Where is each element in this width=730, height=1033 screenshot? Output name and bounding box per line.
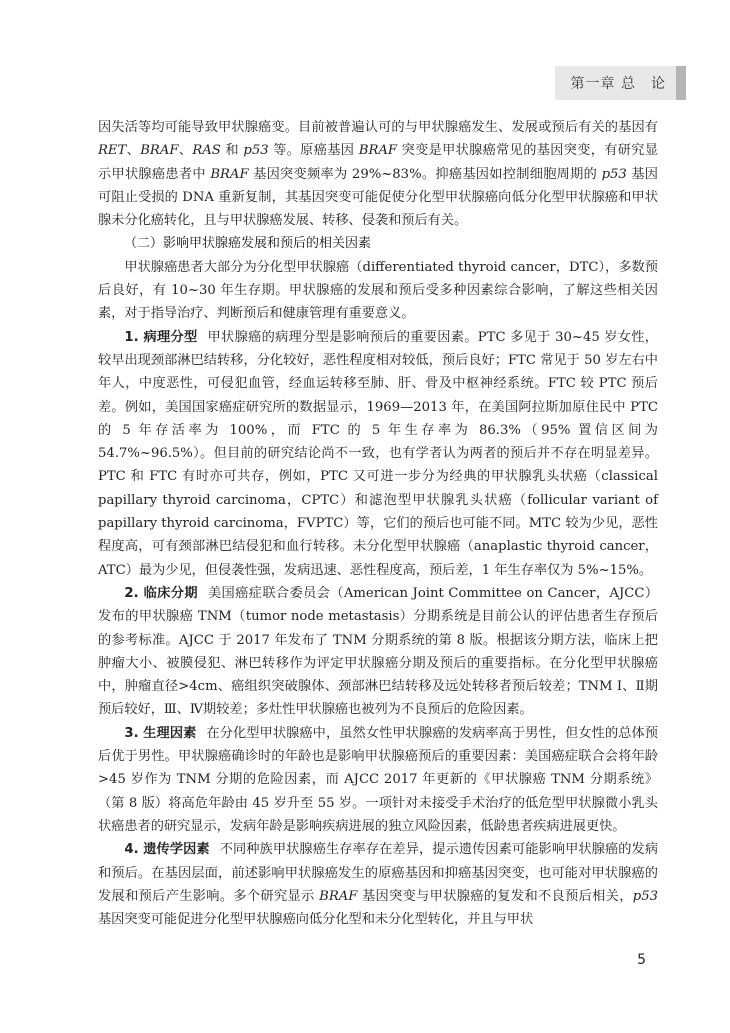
paragraph-text: 甲状腺癌的病理分型是影响预后的重要因素。PTC 多见于 30~45 岁女性，较早出现颈部淋巴结转移，分化较好，恶性程度相对较低，预后良好；FTC 常见于 50 岁左右中年人，中度恶性，可侵犯血管，经血运转移至肺、肝、骨及中枢神经系统。FTC 较 PTC 预后差。例如，美国国家癌症研究所的数据显示，1969—2013 年，在美国阿拉斯加原住民中 PTC 的 5 年存活率为 100%，而 FTC 的 5 年生存率为 86.3%（95% 置信区间为 54.7%~96.5%）。但目前的研究结论尚不一致，也有学者认为两者的预后并不存在明显差异。PTC 和 FTC 有时亦可共存，例如，PTC 又可进一步分为经典的甲状腺乳头状癌（classical papillary thyroid carcinoma，CPTC）和滤泡型甲状腺乳头状癌（follicular variant of papillary thyroid carcinoma，FVPTC）等，它们的预后也可能不同。MTC 较为少见，恶性程度高，可有颈部淋巴结侵犯和血行转移。未分化型甲状腺癌（anaplastic thyroid cancer，ATC）最为少见，但侵袭性强，发病迅速、恶性程度高，预后差，1 年生存率仅为 5%~15%。 <box>98 329 658 578</box>
paragraph-text: 不同种族甲状腺癌生存率存在差异，提示遗传因素可能影响甲状腺癌的发病和预后。在基因层面，前述影响甲状腺癌发生的原癌基因和抑癌基因突变，也可能对甲状腺癌的发展和预后产生影响。多个研究显示 BRAF 基因突变与甲状腺癌的复发和不良预后相关，p53 基因突变可能促进分化型甲状腺癌向低分化型和未分化型转化，并且与甲状 <box>98 842 659 928</box>
paragraph-heading: 1. 病理分型 <box>124 329 198 345</box>
paragraph <box>98 722 658 838</box>
paragraph <box>98 582 658 722</box>
section-heading: （二）影响甲状腺癌发展和预后的相关因素 <box>124 236 372 252</box>
paragraph-heading: 2. 临床分期 <box>124 585 198 601</box>
paragraph <box>98 326 658 582</box>
paragraph-heading: 4. 遗传学因素 <box>124 842 210 858</box>
paragraph-text: 美国癌症联合委员会（American Joint Committee on Cancer，AJCC）发布的甲状腺癌 TNM（tumor node metastasis）分期系统是目前公认的评估患者生存预后的参考标准。AJCC 于 2017 年发布了 TNM 分期系统的第 8 版。根据该分期方法，临床上把肿瘤大小、被膜侵犯、淋巴转移作为评定甲状腺癌分期及预后的重要指标。在分化型甲状腺癌中，肿瘤直径>4cm、癌组织突破腺体、颈部淋巴结转移及远处转移者预后较差；TNM Ⅰ、Ⅱ期预后较好，Ⅲ、Ⅳ期较差；多灶性甲状腺癌也被列为不良预后的危险因素。 <box>98 585 659 718</box>
paragraph-heading: 3. 生理因素 <box>124 725 197 741</box>
header-tab-bar <box>676 66 686 100</box>
paragraph: 因失活等均可能导致甲状腺癌变。目前被普遍认可的与甲状腺癌发生、发展或预后有关的基因有 RET、BRAF、RAS 和 p53 等。原癌基因 BRAF 突变是甲状腺癌常见的基因突变，有研究显示甲状腺癌患者中 BRAF 基因突变频率为 29%~83%。抑癌基因如控制细胞周期的 p53 基因可阻止受损的 DNA 重新复制，其基因突变可能促使分化型甲状腺癌向低分化型甲状腺癌和甲状腺未分化癌转化，且与甲状腺癌发展、转移、侵袭和预后有关。 <box>98 120 659 229</box>
paragraph: 甲状腺癌患者大部分为分化型甲状腺癌（differentiated thyroid cancer，DTC），多数预后良好，有 10~30 年生存期。甲状腺癌的发展和预后受多种因素综合影响，了解这些相关因素，对于指导治疗、判断预后和健康管理有重要意义。 <box>98 259 658 322</box>
paragraph-text: 在分化型甲状腺癌中，虽然女性甲状腺癌的发病率高于男性，但女性的总体预后优于男性。甲状腺癌确诊时的年龄也是影响甲状腺癌预后的重要因素：美国癌症联合会将年龄>45 岁作为 TNM 分期的危险因素，而 AJCC 2017 年更新的《甲状腺癌 TNM 分期系统》（第 8 版）将高危年龄由 45 岁升至 55 岁。一项针对未接受手术治疗的低危型甲状腺微小乳头状癌患者的研究显示，发病年龄是影响疾病进展的独立风险因素，低龄患者疾病进展更快。 <box>98 725 658 834</box>
paragraph <box>98 838 658 931</box>
page-number: 5 <box>637 952 646 968</box>
chapter-title: 第一章 总 论 <box>570 76 666 92</box>
running-header <box>555 66 686 100</box>
body-text <box>98 116 658 931</box>
